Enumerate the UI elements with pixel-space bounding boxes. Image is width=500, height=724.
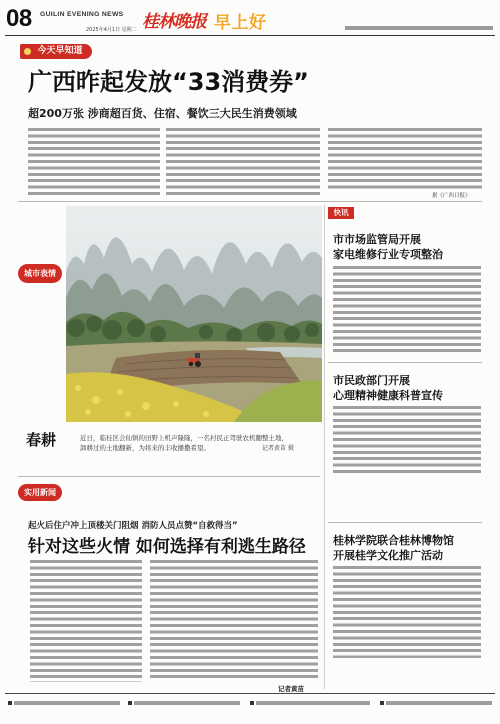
footer-bullet-icon — [128, 701, 132, 705]
tag-dot-icon — [24, 48, 31, 55]
footer-bullet-icon — [380, 701, 384, 705]
photo-image — [66, 206, 322, 422]
photo-caption-line: 卸耕过的土地翻新，为将来的丰收播撒希望。 — [80, 444, 210, 452]
practical-byline: 记者黄苗 — [278, 685, 304, 693]
photo-caption-line: 近日，临桂区会仙镇的田野上机声隆隆，一名村民正驾驶农机翻整土地， — [80, 434, 288, 442]
photo-spring-plowing — [66, 206, 322, 422]
footer-info-line — [386, 701, 492, 705]
page-number: 08 — [6, 5, 32, 32]
brief-divider — [328, 522, 482, 523]
photo-credit: 记者黄苗 摄 — [262, 445, 294, 452]
photo-title: 春耕 — [26, 431, 57, 449]
footer-rule — [5, 693, 495, 694]
brief-3-headline: 桂林学院联合桂林博物馆 — [333, 534, 454, 547]
practical-body-column-2 — [150, 560, 318, 680]
section-tag-practical-news: 实用新闻 — [18, 484, 62, 501]
header-rule — [5, 35, 495, 36]
brief-2-headline: 市民政部门开展 — [333, 374, 410, 387]
section-tag-city-expression: 城市表情 — [18, 264, 62, 283]
footer-info-line — [14, 701, 120, 705]
brief-divider — [328, 362, 482, 363]
footer-bullet-icon — [250, 701, 254, 705]
masthead-logo: 桂林晚报 — [142, 12, 206, 32]
lead-body-column-1 — [28, 128, 160, 195]
section-tag-flash-news: 快讯 — [328, 207, 354, 219]
lead-body-column-3 — [328, 128, 482, 189]
brief-3-headline: 开展桂学文化推广活动 — [333, 549, 443, 562]
brief-2-headline: 心理精神健康科普宣传 — [333, 389, 443, 402]
brief-1-headline: 市市场监管局开展 — [333, 233, 421, 246]
footer-bullet-icon — [8, 701, 12, 705]
paper-name-english: GUILIN EVENING NEWS — [40, 11, 124, 18]
brief-2-body — [333, 406, 481, 476]
practical-body-column-1 — [30, 560, 142, 682]
lead-headline: 广西昨起发放“33消费券” — [28, 68, 309, 96]
section-divider — [18, 476, 320, 477]
column-divider — [324, 205, 325, 689]
lead-source: 据《广西日报》 — [432, 193, 471, 199]
practical-kicker: 起火后住户冲上顶楼关门阻烟 消防人员点赞“自救得当” — [28, 521, 238, 531]
brief-1-headline: 家电维修行业专项整治 — [333, 248, 443, 261]
section-tag-label: 今天早知道 — [37, 46, 83, 56]
lead-body-column-2 — [166, 128, 320, 195]
brief-1-body — [333, 266, 481, 354]
editor-credits-line — [345, 26, 493, 30]
section-divider — [18, 201, 482, 202]
edition-logo: 早上好 — [214, 13, 267, 33]
practical-headline: 针对这些火情 如何选择有利逃生路径 — [28, 537, 306, 557]
section-tag-today — [20, 44, 92, 59]
footer-info-line — [134, 701, 240, 705]
lead-subheadline: 超200万张 涉商超百货、住宿、餐饮三大民生消费领域 — [28, 107, 297, 120]
footer-info-line — [256, 701, 370, 705]
brief-3-body — [333, 566, 481, 658]
issue-date: 2025年4月1日 星期二 — [86, 27, 137, 33]
